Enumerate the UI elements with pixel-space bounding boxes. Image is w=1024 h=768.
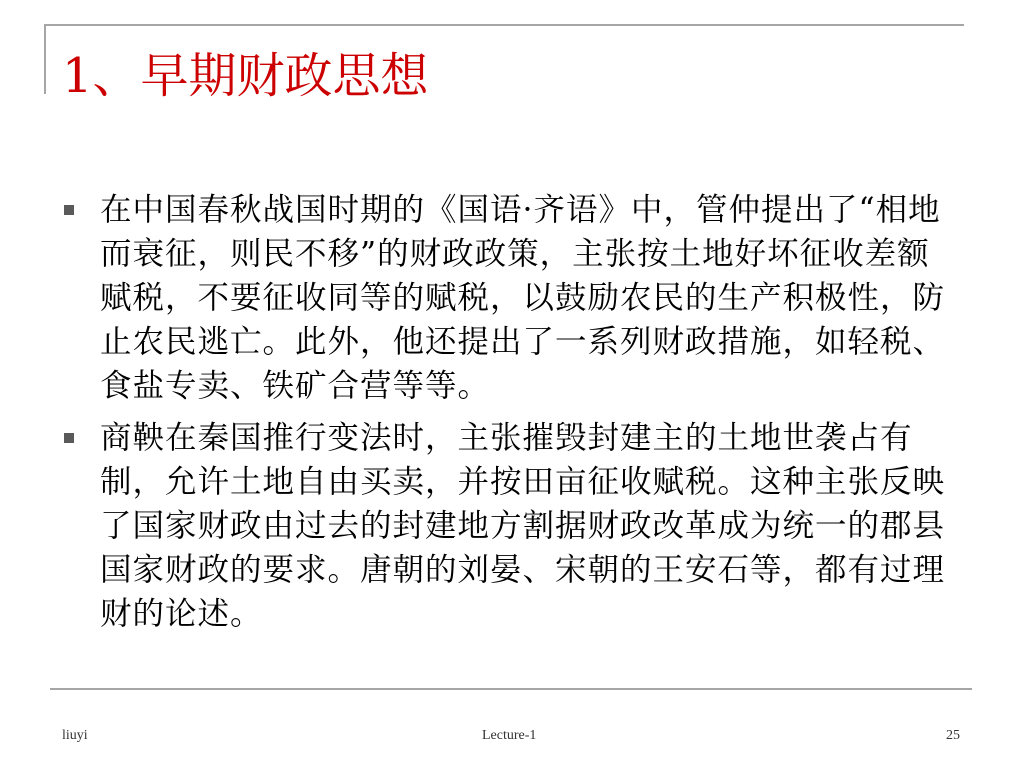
footer-author: liuyi [62, 728, 88, 743]
left-rule [44, 24, 46, 94]
bullet-text: 商鞅在秦国推行变法时，主张摧毁封建主的土地世袭占有制，允许土地自由买卖，并按田亩征收赋税。这种主张反映了国家财政由过去的封建地方割据财政改革成为统一的郡县国家财政的要求。唐朝的刘晏、宋朝的王安石等，都有过理财的论述。 [100, 420, 946, 632]
bullet-item [62, 416, 962, 636]
slide-title: 1、早期财政思想 [62, 48, 429, 104]
bullet-text: 在中国春秋战国时期的《国语·齐语》中，管仲提出了“相地而衰征，则民不移”的财政政策，主张按土地好坏征收差额赋税，不要征收同等的赋税，以鼓励农民的生产积极性，防止农民逃亡。此外，他还提出了一系列财政措施，如轻税、食盐专卖、铁矿合营等等。 [100, 192, 946, 404]
bottom-rule [50, 688, 972, 690]
footer-page-number: 25 [946, 728, 960, 743]
square-bullet-icon [64, 433, 74, 443]
slide-body [62, 188, 962, 644]
square-bullet-icon [64, 205, 74, 215]
top-rule [44, 24, 964, 26]
footer-lecture: Lecture-1 [482, 728, 537, 743]
bullet-item [62, 188, 962, 408]
